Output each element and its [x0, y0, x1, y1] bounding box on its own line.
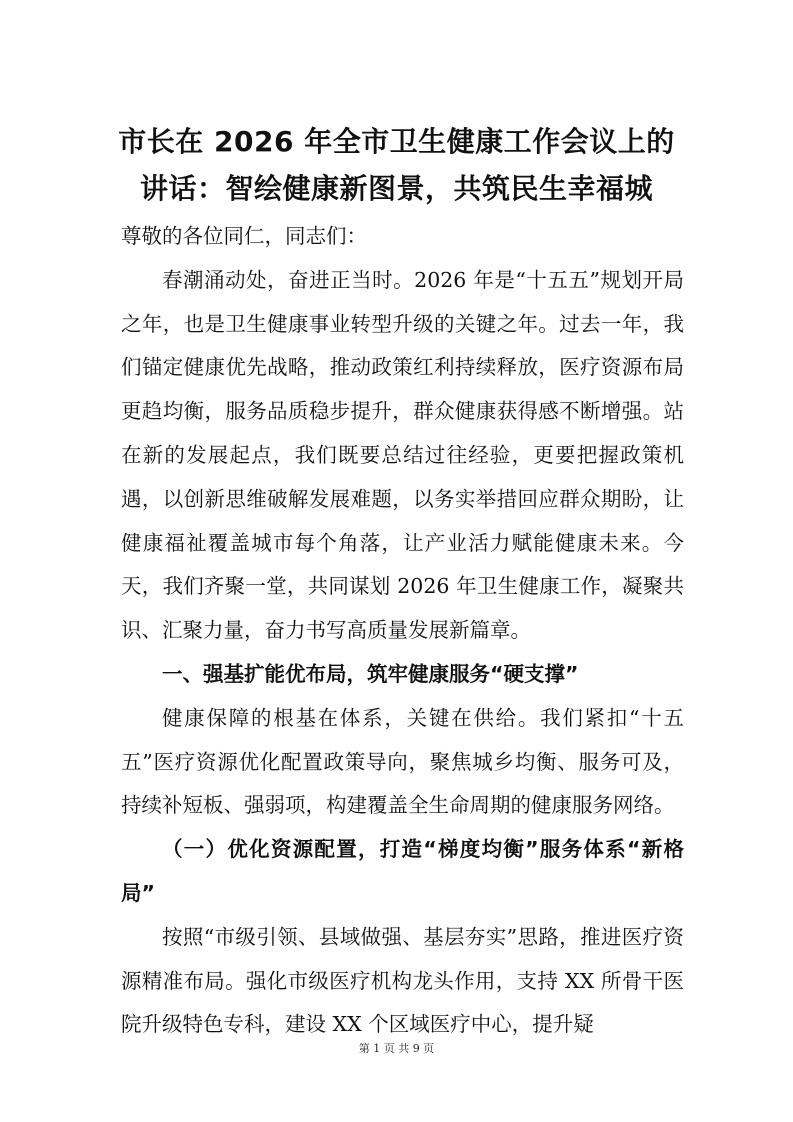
paragraph-intro: 春潮涌动处，奋进正当时。2026 年是“十五五”规划开局之年，也是卫生健康事业转型升级的关键之年。过去一年，我们锚定健康优先战略，推动政策红利持续释放，医疗资源布局更趋均衡，服务品质稳步提升，群众健康获得感不断增强。站在新的发展起点，我们既要总结过往经验，更要把握政策机遇，以创新思维破解发展难题，以务实举措回应群众期盼，让健康福祉覆盖城市每个角落，让产业活力赋能健康未来。今天，我们齐聚一堂，共同谋划 2026 年卫生健康工作，凝聚共识、汇聚力量，奋力书写高质量发展新篇章。: [121, 267, 684, 643]
paragraph-1: 健康保障的根基在体系，关键在供给。我们紧扣“十五五”医疗资源优化配置政策导向，聚焦城乡均衡、服务可及，持续补短板、强弱项，构建覆盖全生命周期的健康服务网络。: [121, 705, 684, 818]
document-title: [90, 118, 703, 212]
salutation: 尊敬的各位同仁，同志们：: [121, 224, 367, 248]
title-line-2: 讲话：智绘健康新图景，共筑民生幸福城: [139, 172, 653, 205]
subsection-heading-1: （一）优化资源配置，打造“梯度均衡”服务体系“新格局”: [121, 837, 684, 905]
document-body: [121, 215, 684, 1047]
section-heading-1: 一、强基扩能优布局，筑牢健康服务“硬支撑”: [162, 661, 579, 686]
page-footer: 第 1 页 共 9 页: [358, 1042, 435, 1055]
paragraph-2: 按照“市级引领、县域做强、基层夯实”思路，推进医疗资源精准布局。强化市级医疗机构龙头作用，支持 XX 所骨干医院升级特色专科，建设 XX 个区域医疗中心，提升疑: [121, 924, 684, 1037]
title-line-1: 市长在 2026 年全市卫生健康工作会议上的: [118, 125, 675, 158]
